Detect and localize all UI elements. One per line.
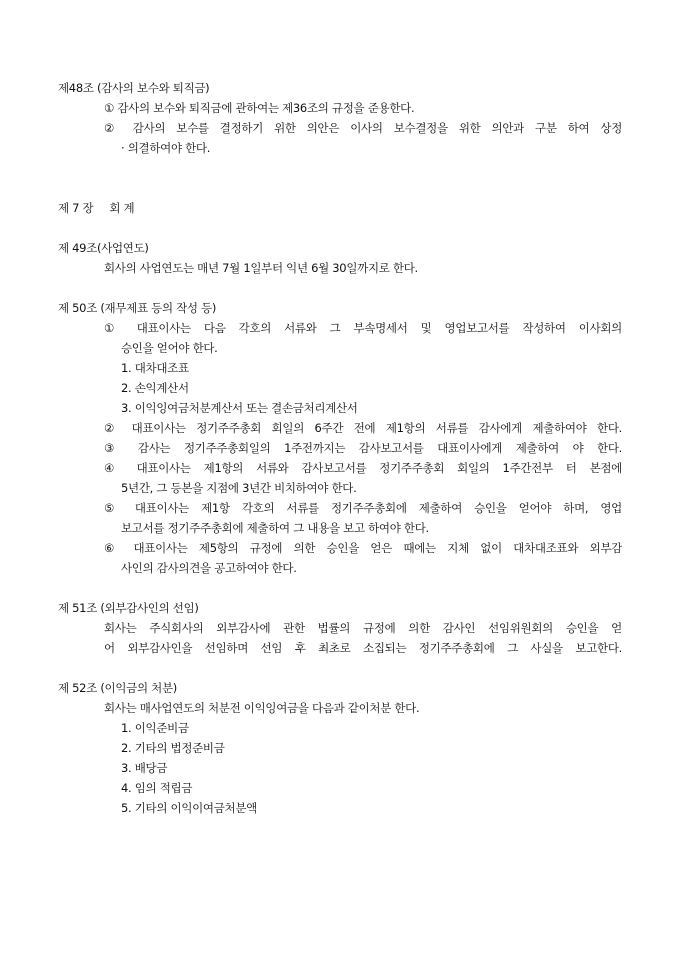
article-48-heading: 제48조 (감사의 보수와 퇴직금)	[58, 81, 210, 95]
article-50-subitem-3: 3. 이익잉여금처분계산서 또는 결손금처리계산서	[121, 401, 358, 415]
article-50-item-4-line-1: ④ 대표이사는 제1항의 서류와 감사보고서를 정기주주총회 회일의 1주간전부 터 본점에	[104, 461, 622, 475]
article-48-item-1: ① 감사의 보수와 퇴직금에 관하여는 제36조의 규정을 준용한다.	[104, 101, 415, 115]
article-50-item-2: ② 대표이사는 정기주주총회 회일의 6주간 전에 제1항의 서류를 감사에게 제출하여야 한다.	[104, 421, 622, 435]
article-50-item-6-line-2: 사인의 감사의견을 공고하여야 한다.	[121, 561, 297, 575]
article-50-item-4-line-2: 5년간, 그 등본을 지점에 3년간 비치하여야 한다.	[121, 481, 357, 495]
article-52-subitem-5: 5. 기타의 이익이여금처분액	[121, 801, 257, 815]
article-52-subitem-1: 1. 이익준비금	[121, 721, 189, 735]
chapter-number: 제 7 장	[58, 201, 94, 215]
article-51-heading: 제 51조 (외부감사인의 선임)	[58, 601, 199, 615]
chapter-7-heading	[58, 198, 134, 218]
article-52-heading: 제 52조 (이익금의 처분)	[58, 681, 177, 695]
article-50-heading: 제 50조 (재무제표 등의 작성 등)	[58, 301, 217, 315]
article-50-item-3: ③ 감사는 정기주주총회일의 1주전까지는 감사보고서를 대표이사에게 제출하여 야 한다.	[104, 441, 622, 455]
article-51-body-line-1: 회사는 주식회사의 외부감사에 관한 법률의 규정에 의한 감사인 선임위원회의 승인을 얻	[104, 621, 622, 635]
article-50-subitem-1: 1. 대차대조표	[121, 361, 189, 375]
article-50-item-5-line-1: ⑤ 대표이사는 제1항 각호의 서류를 정기주주총회에 제출하여 승인을 얻어야 하며, 영업	[104, 501, 622, 515]
chapter-title: 회 계	[109, 201, 135, 215]
article-48-item-2-line-2: · 의결하여야 한다.	[121, 141, 211, 155]
article-49-body: 회사의 사업연도는 매년 7월 1일부터 익년 6월 30일까지로 한다.	[104, 261, 418, 275]
article-49-heading: 제 49조(사업연도)	[58, 241, 149, 255]
article-50-subitem-2: 2. 손익계산서	[121, 381, 189, 395]
article-51-body-line-2: 어 외부감사인을 선임하며 선임 후 최초로 소집되는 정기주주총회에 그 사실을 보고한다.	[104, 641, 622, 655]
article-48-item-2-line-1: ② 감사의 보수를 결정하기 위한 의안은 이사의 보수결정을 위한 의안과 구분 하여 상정	[104, 121, 622, 135]
article-50-item-6-line-1: ⑥ 대표이사는 제5항의 규정에 의한 승인을 얻은 때에는 지체 없이 대차대조표와 외부감	[104, 541, 622, 555]
article-50-item-1-line-2: 승인을 얻어야 한다.	[121, 341, 218, 355]
article-50-item-1-line-1: ① 대표이사는 다음 각호의 서류와 그 부속명세서 및 영업보고서를 작성하여 이사회의	[104, 321, 622, 335]
article-52-subitem-4: 4. 임의 적립금	[121, 781, 193, 795]
article-52-subitem-2: 2. 기타의 법정준비금	[121, 741, 225, 755]
article-52-subitem-3: 3. 배당금	[121, 761, 168, 775]
article-52-body: 회사는 매사업연도의 처분전 이익잉여금을 다음과 같이처분 한다.	[104, 701, 420, 715]
article-50-item-5-line-2: 보고서를 정기주주총회에 제출하여 그 내용을 보고 하여야 한다.	[121, 521, 429, 535]
